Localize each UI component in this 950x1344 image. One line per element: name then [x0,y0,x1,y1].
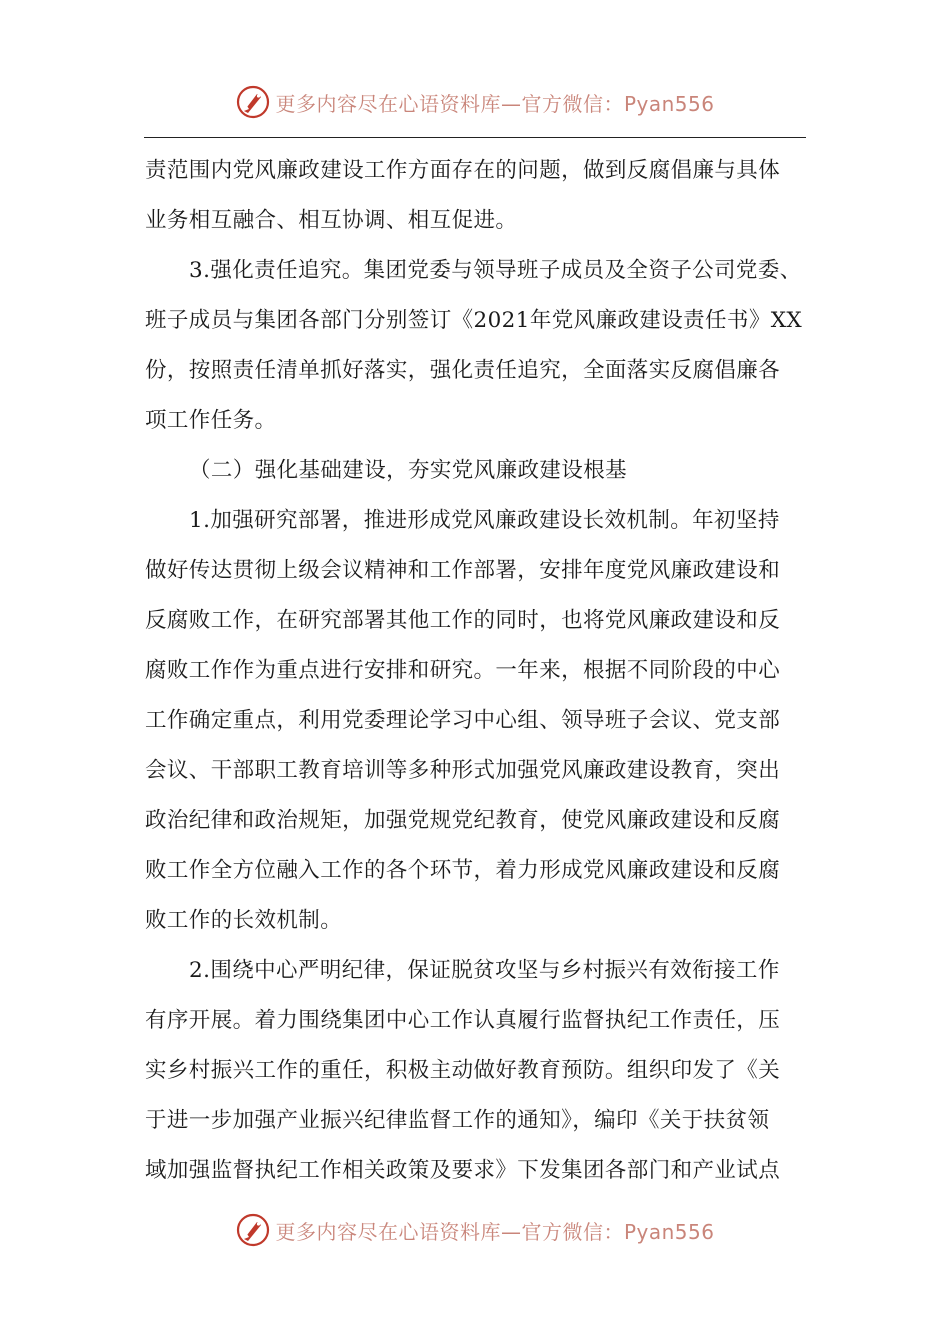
body-line: 败工作全方位融入工作的各个环节，着力形成党风廉政建设和反腐 [145,858,781,883]
pen-nib-logo-icon [235,84,271,120]
footer-banner [0,1208,950,1252]
body-line: 1.加强研究部署，推进形成党风廉政建设长效机制。年初坚持 [189,508,780,533]
section-heading: （二）强化基础建设，夯实党风廉政建设根基 [189,458,628,483]
body-line: 业务相互融合、相互协调、相互促进。 [145,208,518,233]
header-divider [144,137,806,138]
body-line: 会议、干部职工教育培训等多种形式加强党风廉政建设教育，突出 [145,758,781,783]
body-line: 败工作的长效机制。 [145,908,343,933]
body-line: 于进一步加强产业振兴纪律监督工作的通知》，编印《关于扶贫领 [145,1108,770,1133]
body-line: 工作确定重点，利用党委理论学习中心组、领导班子会议、党支部 [145,708,781,733]
header-banner-text: 更多内容尽在心语资料库—官方微信：Pyan556 [275,91,715,116]
body-line: 份，按照责任清单抓好落实，强化责任追究，全面落实反腐倡廉各 [145,358,781,383]
body-line: 项工作任务。 [145,408,277,433]
footer-banner-text: 更多内容尽在心语资料库—官方微信：Pyan556 [275,1219,715,1244]
body-line: 腐败工作作为重点进行安排和研究。一年来，根据不同阶段的中心 [145,658,781,683]
body-line: 3.强化责任追究。集团党委与领导班子成员及全资子公司党委、 [189,258,802,283]
pen-nib-logo-icon [235,1212,271,1248]
header-banner [0,80,950,124]
body-line: 域加强监督执纪工作相关政策及要求》下发集团各部门和产业试点 [145,1158,781,1183]
document-body [145,146,810,1196]
body-line: 2.围绕中心严明纪律，保证脱贫攻坚与乡村振兴有效衔接工作 [189,958,780,983]
body-line: 有序开展。着力围绕集团中心工作认真履行监督执纪工作责任，压 [145,1008,781,1033]
body-line: 反腐败工作，在研究部署其他工作的同时，也将党风廉政建设和反 [145,608,781,633]
body-line: 责范围内党风廉政建设工作方面存在的问题，做到反腐倡廉与具体 [145,158,781,183]
body-line: 做好传达贯彻上级会议精神和工作部署，安排年度党风廉政建设和 [145,558,781,583]
body-line: 班子成员与集团各部门分别签订《2021年党风廉政建设责任书》XX [145,308,803,333]
body-line: 实乡村振兴工作的重任，积极主动做好教育预防。组织印发了《关 [145,1058,781,1083]
body-line: 政治纪律和政治规矩，加强党规党纪教育，使党风廉政建设和反腐 [145,808,781,833]
